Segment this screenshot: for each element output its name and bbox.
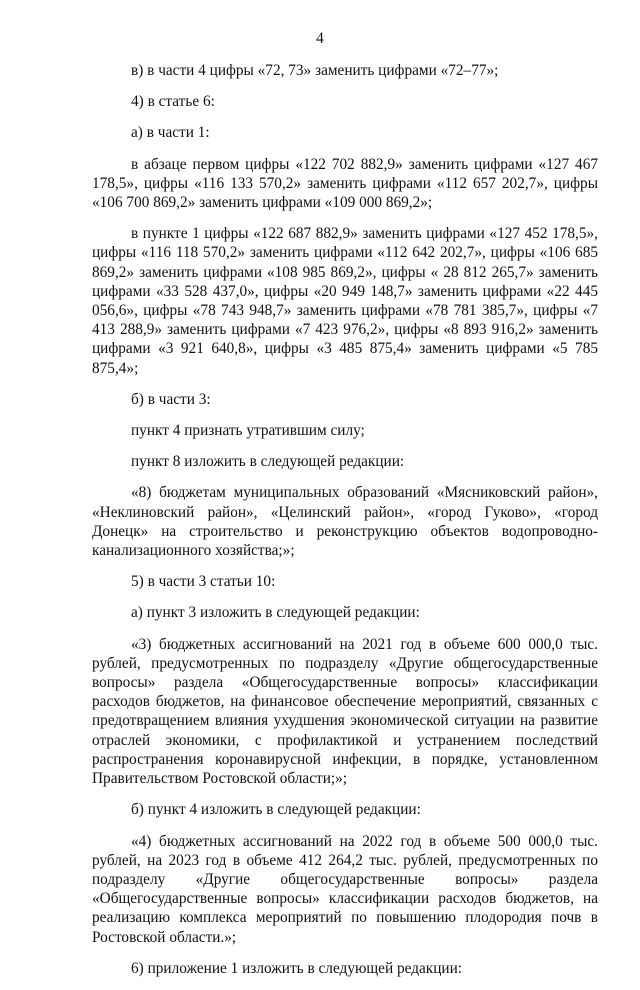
paragraph-12: «3) бюджетных ассигнований на 2021 год в объеме 600 000,0 тыс. рублей, предусмотренных по подразделу «Другие общегосударственные вопросы» раздела «Общегосударственные вопросы» классификации расходов бюджетов, на финансовое обеспечение мероприятий, связанных с предотвращением влияния ухудшения экономической ситуации на развитие отраслей экономики, с профилактикой и устранением последствий распространения коронавирусной инфекции, в порядке, установленном Правительством Ростовской области;»; [92,635,598,788]
paragraph-9: «8) бюджетам муниципальных образований «Мясниковский район», «Неклиновский район», «Целинский район», «город Гуково», «город Донецк» на строительство и реконструкцию объектов водопроводно-канализационного хозяйства;»; [92,484,598,560]
paragraph-2: 4) в статье 6: [131,93,215,111]
paragraph-15: 6) приложение 1 изложить в следующей редакции: [131,959,463,977]
paragraph-13: б) пункт 4 изложить в следующей редакции: [131,801,421,819]
paragraph-8: пункт 8 изложить в следующей редакции: [131,453,405,471]
page-number: 4 [316,30,324,47]
paragraph-10: 5) в части 3 статьи 10: [131,573,276,591]
paragraph-4: в абзаце первом цифры «122 702 882,9» заменить цифрами «127 467 178,5», цифры «116 133 570,2» заменить цифрами «112 657 202,7», цифры «106 700 869,2» заменить цифрами «109 000 869,2»; [92,155,598,212]
paragraph-1: в) в части 4 цифры «72, 73» заменить цифрами «72–77»; [131,62,499,79]
document-body [92,61,598,990]
paragraph-11: а) пункт 3 изложить в следующей редакции: [131,604,420,622]
paragraph-6: б) в части 3: [131,390,211,408]
paragraph-3: а) в части 1: [131,124,210,142]
paragraph-14: «4) бюджетных ассигнований на 2022 год в объеме 500 000,0 тыс. рублей, на 2023 год в объеме 412 264,2 тыс. рублей, предусмотренных по подразделу «Другие общегосударственные вопросы» раздела «Общегосударственные вопросы» классификации расходов бюджетов, на реализацию комплекса мероприятий по повышению плодородия почв в Ростовской области.»; [92,832,598,946]
paragraph-7: пункт 4 признать утратившим силу; [131,422,365,440]
paragraph-5: в пункте 1 цифры «122 687 882,9» заменить цифрами «127 452 178,5», цифры «116 118 570,2» заменить цифрами «112 642 202,7», цифры «106 685 869,2» заменить цифрами «108 985 869,2», цифры « 28 812 265,7» заменить цифрами «33 528 437,0», цифры «20 949 148,7» заменить цифрами «22 445 056,6», цифры «78 743 948,7» заменить цифрами «78 781 385,7», цифры «7 413 288,9» заменить цифрами «7 423 976,2», цифры «8 893 916,2» заменить цифрами «3 921 640,8», цифры «3 485 875,4» заменить цифрами «5 785 875,4»; [92,225,598,377]
